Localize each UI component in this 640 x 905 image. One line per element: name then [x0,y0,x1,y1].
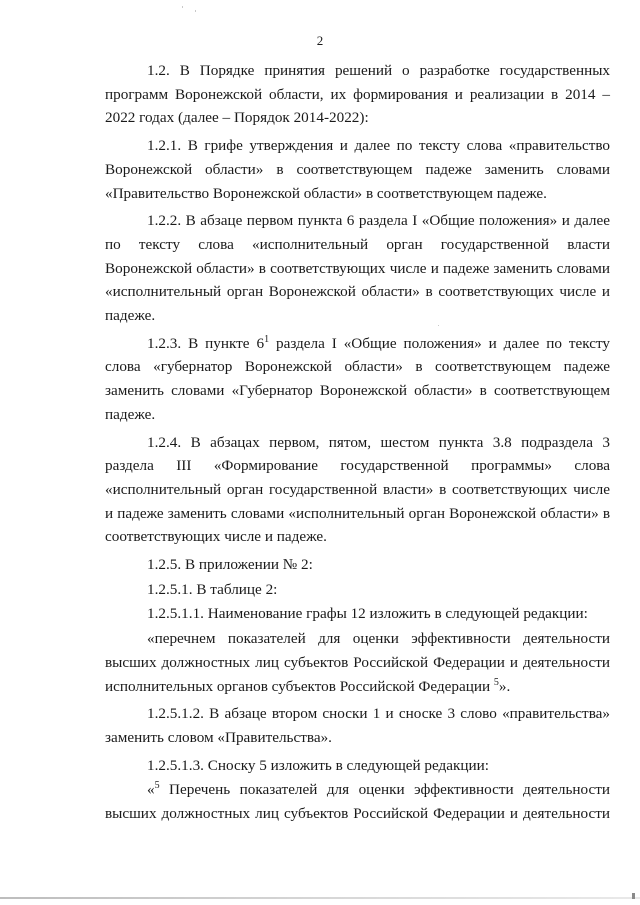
scan-bottom-edge [0,897,640,899]
paragraph-1-2-3-text-start: 1.2.3. В пункте 6 [147,334,265,352]
paragraph-1-2-1: 1.2.1. В грифе утверждения и далее по тексту слова «правительство Воронежской области» в соответствующем падеже заменить словами «Правительство Воронежской области» в соответствующем падеже. [105,137,610,202]
footnote-5-body: Перечень показателей для оценки эффективности деятельности высших должностных лиц субъектов Российской Федерации и деятельности [105,781,610,823]
paragraph-1-2-5-1: 1.2.5.1. В таблице 2: [147,580,278,598]
paragraph-1-2-5-1-1: 1.2.5.1.1. Наименование графы 12 изложить в следующей редакции: [147,605,588,623]
paragraph-1-2: 1.2. В Порядке принятия решений о разработке государственных программ Воронежской области, их формирования и реализации в 2014 – 2022 годах (далее – Порядок 2014-2022): [105,62,610,127]
footnote-5-text [105,778,610,825]
superscript-6-1: 1 [264,333,270,345]
footnote-5-open-quote: « [147,781,155,799]
quoted-column-name-end: ». [498,677,511,695]
scan-speck [195,10,196,12]
scan-speck [438,325,439,326]
paragraph-1-2-3 [105,332,610,427]
document-body [105,59,610,830]
paragraph-1-2-5: 1.2.5. В приложении № 2: [147,556,313,574]
quoted-column-name [105,627,610,698]
scan-speck [182,6,183,8]
footnote-5-marker: 5 [154,780,160,792]
quoted-column-name-text: «перечнем показателей для оценки эффективности деятельности высших должностных лиц субъектов Российской Федерации и деятельности исполнительных органов субъектов Российской Федерации [105,630,610,695]
paragraph-1-2-2: 1.2.2. В абзаце первом пункта 6 раздела I «Общие положения» и далее по тексту слова «исполнительный орган государственной власти Воронежской области» в соответствующих числе и падеже заменить словами «исполнительный орган Воронежской области» в соответствующих числе и падеже. [105,212,610,325]
page-number: 2 [316,33,324,48]
paragraph-1-2-4: 1.2.4. В абзацах первом, пятом, шестом пункта 3.8 подраздела 3 раздела III «Формирование государственной программы» слова «исполнительный орган государственной власти» в соответствующих числе и падеже заменить словами «исполнительный орган Воронежской области» в соответствующих числе и падеже. [105,433,610,546]
superscript-footnote-5: 5 [493,676,499,688]
scan-corner-mark [632,893,635,899]
paragraph-1-2-3-text-end: раздела I «Общие положения» и далее по тексту слова «губернатор Воронежской области» в соответствующем падеже заменить словами «Губернатор Воронежской области» в соответствующем падеже. [105,334,610,423]
paragraph-1-2-5-1-3: 1.2.5.1.3. Сноску 5 изложить в следующей редакции: [147,756,490,774]
paragraph-1-2-5-1-2: 1.2.5.1.2. В абзаце втором сноски 1 и сноске 3 слово «правительства» заменить словом «Правительства». [105,705,610,746]
